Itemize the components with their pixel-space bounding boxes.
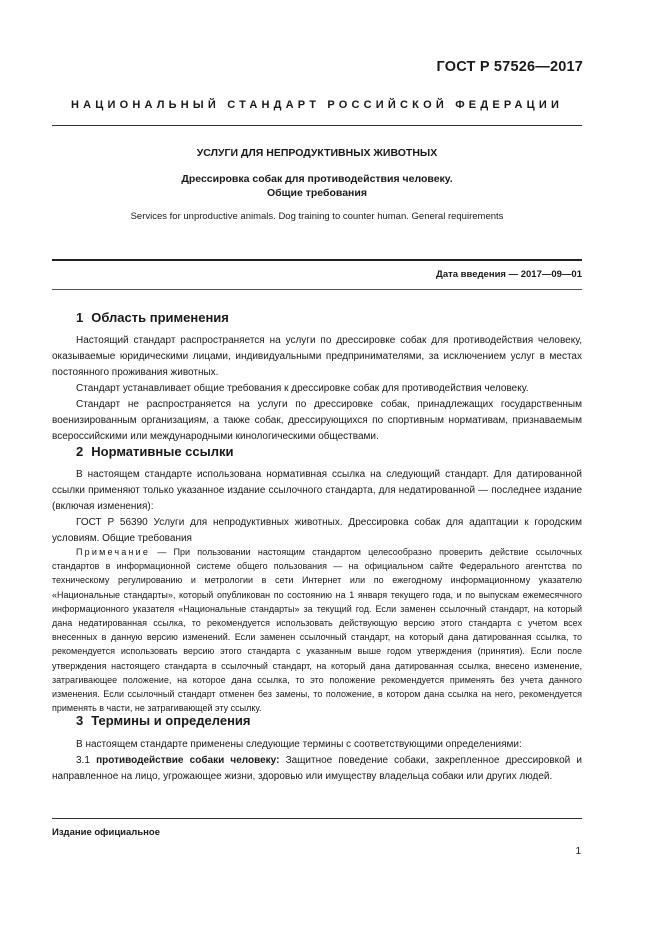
introduction-date: Дата введения — 2017—09—01	[436, 269, 582, 280]
document-subtitle	[52, 172, 582, 200]
section-1-paragraph-2: Стандарт устанавливает общие требования к дрессировке собак для противодействия человеку.	[76, 383, 529, 394]
title-divider-thin	[52, 289, 582, 290]
section-2-note	[52, 545, 582, 715]
subtitle-line-2: Общие требования	[267, 187, 367, 199]
footer-divider	[52, 818, 582, 819]
section-3-paragraph-1: В настоящем стандарте применены следующие термины с соответствующими определениями:	[76, 739, 522, 750]
term-3-1	[52, 753, 582, 785]
section-number: 2	[76, 444, 84, 459]
section-number: 1	[76, 310, 84, 325]
note-label: Примечание	[76, 547, 151, 557]
page-number: 1	[575, 846, 581, 857]
section-1-paragraph-3: Стандарт не распространяется на услуги по дрессировке собак, принадлежащих государственным военизированным организациям, а также собак, дрессирующихся по спортивным нормативам, признаваемым всероссийскими или международными кинологическими обществами.	[52, 399, 582, 443]
term-number: 3.1	[76, 755, 90, 766]
term-definition: Защитное поведение собаки, закрепленное дрессировкой и направленное на лицо, угрожающее жизни, здоровью или имуществу владельца собаки или других людей.	[52, 755, 582, 783]
english-title: Services for unproductive animals. Dog training to counter human. General requirements	[130, 211, 504, 222]
section-2-paragraph-1: В настоящем стандарте использована нормативная ссылка на следующий стандарт. Для датированной ссылки применяют только указанное издание ссылочного стандарта, для недатированной — последнее издание (включая изменения):	[52, 469, 582, 513]
term-name: противодействие собаки человеку:	[96, 755, 280, 766]
document-title: УСЛУГИ ДЛЯ НЕПРОДУКТИВНЫХ ЖИВОТНЫХ	[196, 147, 438, 159]
header-divider	[52, 125, 582, 126]
section-1-heading	[76, 310, 229, 325]
standard-code: ГОСТ Р 57526—2017	[436, 59, 583, 75]
national-standard-heading: НАЦИОНАЛЬНЫЙ СТАНДАРТ РОССИЙСКОЙ ФЕДЕРАЦИИ	[70, 99, 564, 111]
section-title: Нормативные ссылки	[91, 444, 234, 459]
note-text: — При пользовании настоящим стандартом целесообразно проверить действие ссылочных стандартов в информационной системе общего пользования — на официальном сайте Федерального агентства по техническому регулированию и метрологии в сети Интернет или по ежегодному информационному указателю «Национальные стандарты», который опубликован по состоянию на 1 января текущего года, и по выпускам ежемесячного информационного указателя «Национальные стандарты» за текущий год. Если заменен ссылочный стандарт, на который дана недатированная ссылка, то рекомендуется использовать действующую версию этого стандарта с учетом всех внесенных в данную версию изменений. Если заменен ссылочный стандарт, на который дана датированная ссылка, то рекомендуется использовать версию этого стандарта с указанным выше годом утверждения (принятия). Если после утверждения настоящего стандарта в ссылочный стандарт, на который дана датированная ссылка, внесено изменение, затрагивающее положение, на которое дана ссылка, то это положение рекомендуется применять без учета данного изменения. Если ссылочный стандарт отменен без замены, то положение, в котором дана ссылка на него, рекомендуется применять в части, не затрагивающей эту ссылку.	[52, 547, 582, 714]
section-2-heading	[76, 444, 233, 459]
subtitle-line-1: Дрессировка собак для противодействия человеку.	[181, 173, 453, 185]
section-title: Область применения	[91, 310, 229, 325]
section-title: Термины и определения	[91, 713, 251, 728]
section-3-heading	[76, 713, 251, 728]
section-number: 3	[76, 713, 84, 728]
section-2-reference: ГОСТ Р 56390 Услуги для непродуктивных животных. Дрессировка собак для адаптации к городским условиям. Общие требования	[52, 517, 582, 545]
title-divider-thick	[52, 259, 582, 261]
edition-label: Издание официальное	[52, 827, 160, 838]
section-1-paragraph-1: Настоящий стандарт распространяется на услуги по дрессировке собак для противодействия человеку, оказываемые юридическими лицами, индивидуальными предпринимателями, за исключением услуг в местах постоянного проживания животных.	[52, 335, 582, 379]
